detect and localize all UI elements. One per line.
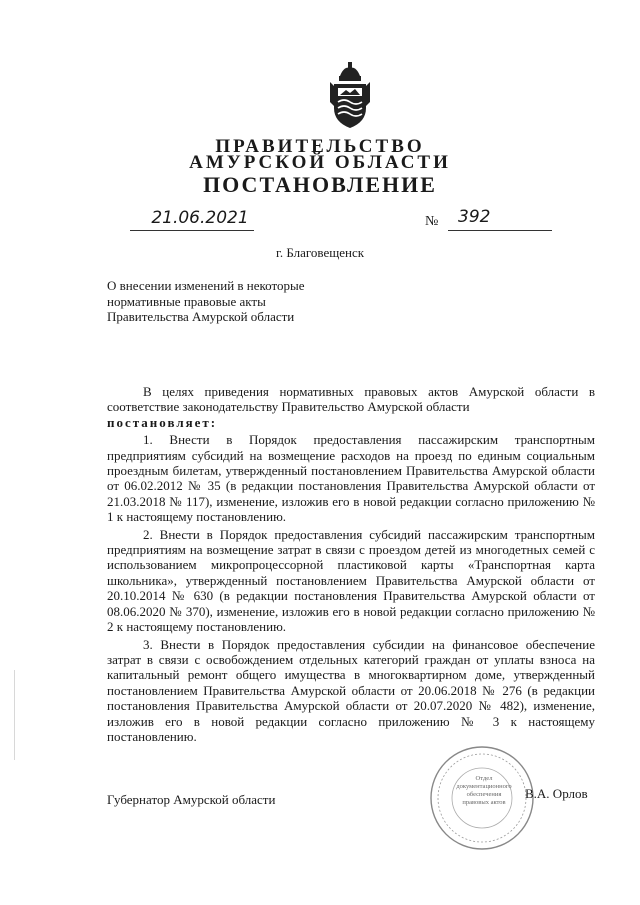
- document-body: [107, 384, 595, 744]
- organization-name-line2: АМУРСКОЙ ОБЛАСТИ: [189, 152, 451, 173]
- number-sign: №: [425, 214, 439, 229]
- coat-of-arms-emblem: [328, 62, 372, 132]
- document-subject: О внесении изменений в некоторые нормативные правовые акты Правительства Амурской области: [107, 278, 305, 324]
- intro-paragraph: В целях приведения нормативных правовых актов Амурской области в соответствие законодательству Правительство Амурской области: [107, 384, 595, 415]
- number-underline: [448, 230, 552, 231]
- scan-edge-mark: [14, 670, 15, 760]
- decree-word: постановляет:: [107, 414, 218, 430]
- organization-name-line1: ПРАВИТЕЛЬСТВО: [215, 136, 425, 157]
- date-underline: [130, 230, 254, 231]
- point-1-paragraph: 1. Внести в Порядок предоставления пассажирским транспортным предприятиям субсидий на возмещение расходов на проезд по единым социальным проездным билетам, утвержденный постановлением Правительства Амурской области от 06.02.2012 № 35 (в редакции постановления Правительства Амурской области от 21.03.2018 № 117), изменение, изложив его в новой редакции согласно приложению № 1 к настоящему постановлению.: [107, 432, 595, 525]
- point-2-paragraph: 2. Внести в Порядок предоставления субсидий пассажирским транспортным предприятиям на возмещение затрат в связи с проездом детей из многодетных семей с использованием микропроцессорной пластиковой карты «Транспортная карта школьника», утвержденный постановлением Правительства Амурской области от 20.10.2014 № 630 (в редакции постановления Правительства Амурской области от 08.06.2020 № 370), изменение, изложив его в новой редакции согласно приложению № 2 к настоящему постановлению.: [107, 526, 595, 635]
- point-3-paragraph: 3. Внести в Порядок предоставления субсидии на финансовое обеспечение затрат в связи с освобождением отдельных категорий граждан от уплаты взноса на капитальный ремонт общего имущества в многоквартирном доме, утвержденный постановлением Правительства Амурской области от 20.06.2018 № 276 (в редакции постановления Правительства Амурской области от 20.07.2020 № 482), изменение, изложив его в новой редакции согласно приложению № 3 к настоящему постановлению.: [107, 636, 595, 744]
- signer-title: Губернатор Амурской области: [107, 792, 276, 807]
- document-number: 392: [458, 207, 491, 227]
- document-date: 21.06.2021: [151, 208, 249, 228]
- city-name: г. Благовещенск: [275, 245, 365, 260]
- signer-name: В.А. Орлов: [525, 786, 588, 801]
- document-type-title: ПОСТАНОВЛЕНИЕ: [203, 172, 437, 197]
- stamp-inner-text: Отдел документационного обеспечения правовых актов: [456, 775, 512, 806]
